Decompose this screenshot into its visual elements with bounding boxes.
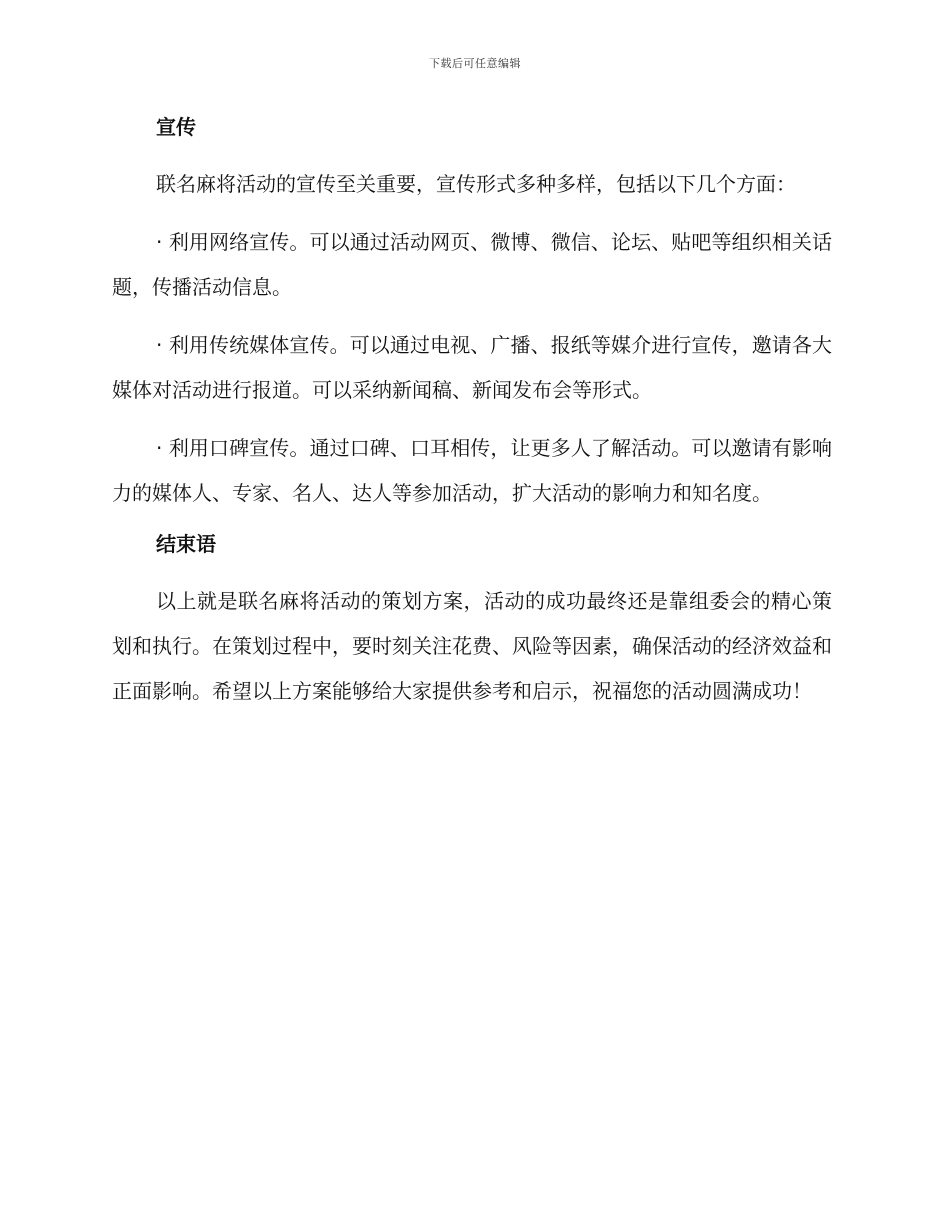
paragraph: 以上就是联名麻将活动的策划方案，活动的成功最终还是靠组委会的精心策划和执行。在策划过程中，要时刻关注花费、风险等因素，确保活动的经济效益和正面影响。希望以上方案能够给大家提供参考和启示，祝福您的活动圆满成功！ xyxy=(112,589,832,703)
section-heading: 结束语 xyxy=(156,532,216,556)
section-promotion xyxy=(112,112,832,516)
bullet-paragraph: · 利用传统媒体宣传。可以通过电视、广播、报纸等媒介进行宣传，邀请各大媒体对活动进行报道。可以采纳新闻稿、新闻发布会等形式。 xyxy=(112,333,832,402)
document-body xyxy=(112,112,832,727)
bullet-paragraph: · 利用口碑宣传。通过口碑、口耳相传，让更多人了解活动。可以邀请有影响力的媒体人、专家、名人、达人等参加活动，扩大活动的影响力和知名度。 xyxy=(112,436,832,505)
bullet-paragraph: · 利用网络宣传。可以通过活动网页、微博、微信、论坛、贴吧等组织相关话题，传播活动信息。 xyxy=(112,230,832,299)
section-heading: 宣传 xyxy=(156,115,196,139)
paragraph: 联名麻将活动的宣传至关重要，宣传形式多种多样，包括以下几个方面： xyxy=(156,172,796,196)
header-note: 下载后可任意编辑 xyxy=(429,57,521,70)
section-conclusion xyxy=(112,529,832,714)
